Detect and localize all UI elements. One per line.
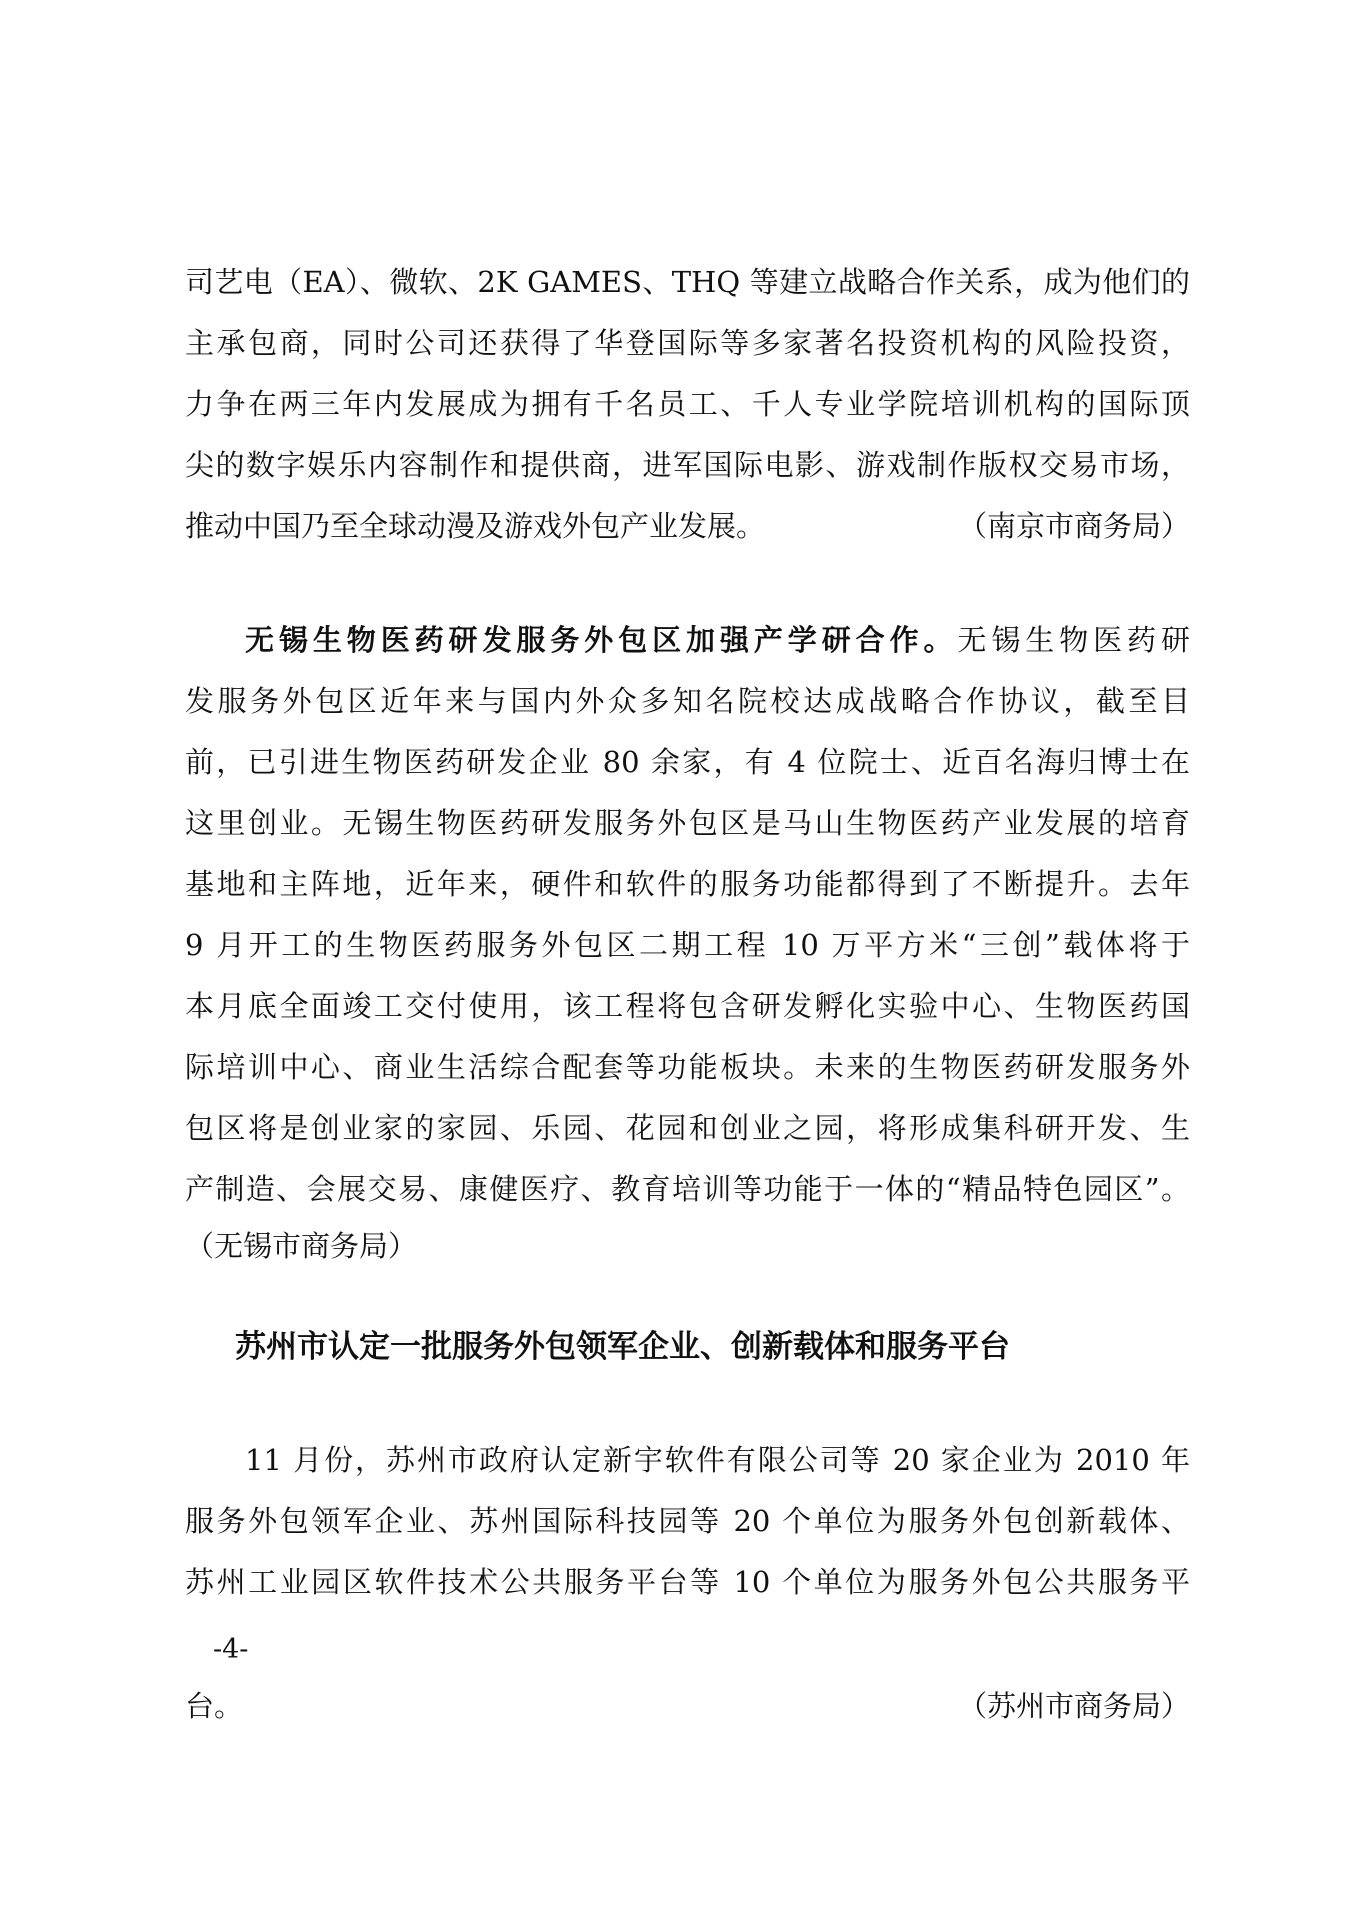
text-line-with-lead bbox=[245, 620, 1190, 660]
text-line: 发服务外包区近年来与国内外众多知名院校达成战略合作协议，截至目 bbox=[185, 684, 1190, 718]
text-line: 推动中国乃至全球动漫及游戏外包产业发展。 bbox=[185, 509, 766, 543]
text-line: 包区将是创业家的家园、乐园、花园和创业之园，将形成集科研开发、生 bbox=[185, 1111, 1190, 1145]
text-line: 司艺电（EA）、微软、2K GAMES、THQ 等建立战略合作关系，成为他们的 bbox=[185, 265, 1190, 299]
paragraph-lead-title: 无锡生物医药研发服务外包区加强产学研合作。 bbox=[245, 623, 958, 657]
page-number: -4- bbox=[213, 1634, 249, 1665]
text-line: 这里创业。无锡生物医药研发服务外包区是马山生物医药产业发展的培育 bbox=[185, 806, 1190, 840]
text-line: 11 月份，苏州市政府认定新宇软件有限公司等 20 家企业为 2010 年 bbox=[245, 1443, 1190, 1477]
section-heading: 苏州市认定一批服务外包领军企业、创新载体和服务平台 bbox=[235, 1329, 1010, 1365]
text-line: 本月底全面竣工交付使用，该工程将包含研发孵化实验中心、生物医药国 bbox=[185, 989, 1190, 1023]
source-attribution: （南京市商务局） bbox=[957, 509, 1190, 543]
text-line: 9 月开工的生物医药服务外包区二期工程 10 万平方米“三创”载体将于 bbox=[185, 928, 1190, 962]
source-attribution: （苏州市商务局） bbox=[957, 1689, 1190, 1723]
text-line: 际培训中心、商业生活综合配套等功能板块。未来的生物医药研发服务外 bbox=[185, 1050, 1190, 1084]
text-line-with-source bbox=[185, 1686, 1190, 1726]
text-line: 产制造、会展交易、康健医疗、教育培训等功能于一体的“精品特色园区”。 bbox=[185, 1172, 1190, 1206]
text-fragment: 无锡生物医药研 bbox=[957, 623, 1190, 657]
text-line: 台。 bbox=[185, 1689, 244, 1723]
text-line: 基地和主阵地，近年来，硬件和软件的服务功能都得到了不断提升。去年 bbox=[185, 867, 1190, 901]
text-line: 主承包商，同时公司还获得了华登国际等多家著名投资机构的风险投资， bbox=[185, 326, 1190, 360]
text-line-with-source bbox=[185, 506, 1190, 546]
text-line: 苏州工业园区软件技术公共服务平台等 10 个单位为服务外包公共服务平 bbox=[185, 1565, 1190, 1599]
text-line: 力争在两三年内发展成为拥有千名员工、千人专业学院培训机构的国际顶 bbox=[185, 387, 1190, 421]
text-line: 前，已引进生物医药研发企业 80 余家，有 4 位院士、近百名海归博士在 bbox=[185, 745, 1190, 779]
source-attribution: （无锡市商务局） bbox=[185, 1229, 418, 1263]
text-line: 尖的数字娱乐内容制作和提供商，进军国际电影、游戏制作版权交易市场， bbox=[185, 448, 1190, 482]
text-line: 服务外包领军企业、苏州国际科技园等 20 个单位为服务外包创新载体、 bbox=[185, 1504, 1190, 1538]
